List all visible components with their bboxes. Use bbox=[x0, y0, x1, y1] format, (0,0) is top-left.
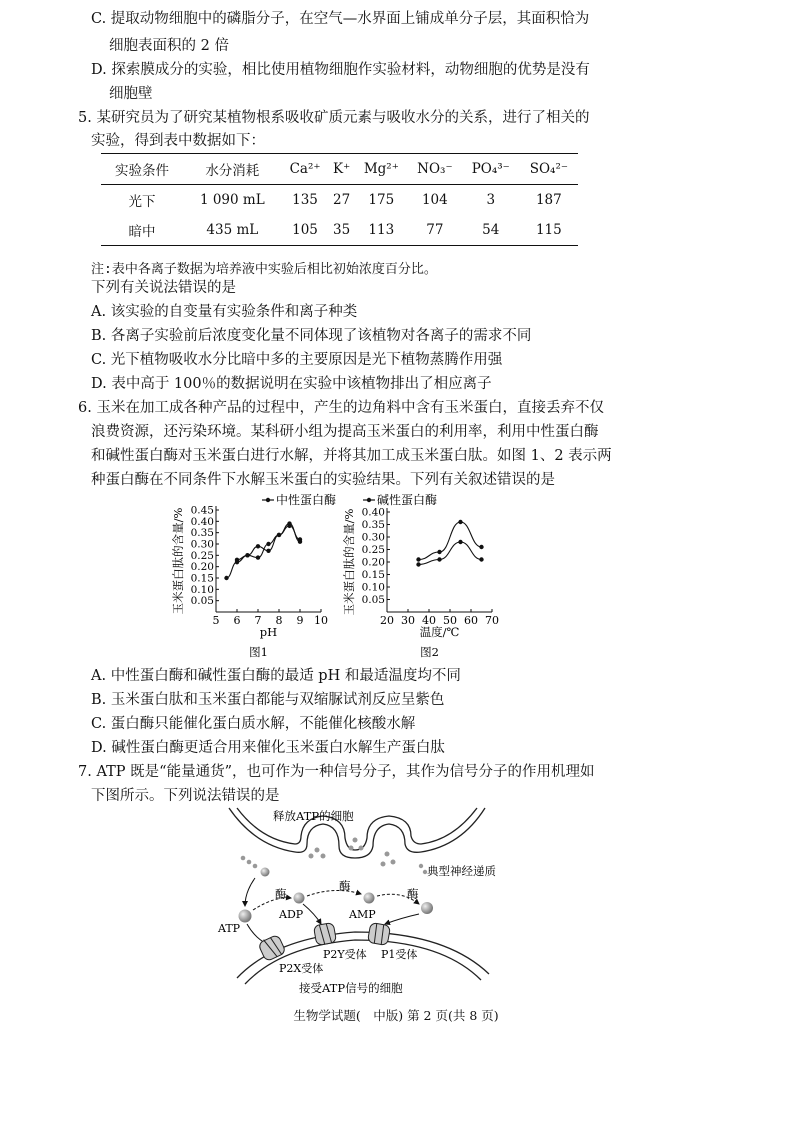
y-tick-label: 0.30 bbox=[361, 531, 385, 544]
table-cell: 27 bbox=[333, 192, 351, 208]
data-point bbox=[416, 562, 420, 566]
y-tick-label: 0.05 bbox=[190, 595, 214, 608]
chart-legend bbox=[262, 492, 437, 507]
table-note: 注:表中各离子数据为培养液中实验后相比初始浓度百分比。 bbox=[91, 262, 437, 277]
release-cell-membrane bbox=[229, 808, 485, 858]
question-6-line3: 和碱性蛋白酶对玉米蛋白进行水解，并将其加工成玉米蛋白肽。如图 1、2 表示两 bbox=[91, 448, 612, 464]
y-tick-label: 0.40 bbox=[190, 515, 214, 528]
x-tick-label: 60 bbox=[464, 614, 478, 627]
legend-alkaline: 碱性蛋白酶 bbox=[377, 493, 438, 507]
y-tick-label: 0.40 bbox=[361, 506, 385, 519]
question-7-line2: 下图所示。下列说法错误的是 bbox=[91, 788, 280, 804]
data-point bbox=[458, 520, 462, 524]
p1-label: P1受体 bbox=[381, 948, 418, 961]
data-point bbox=[437, 557, 441, 561]
data-point bbox=[416, 557, 420, 561]
table-cell: 暗中 bbox=[128, 224, 156, 240]
chart-ph bbox=[171, 505, 328, 660]
data-point bbox=[266, 549, 270, 553]
y-tick-label: 0.35 bbox=[190, 527, 214, 540]
option-5a: A. 该实验的自变量有实验条件和离子种类 bbox=[91, 304, 358, 320]
y-tick-label: 0.25 bbox=[190, 549, 214, 562]
table-row bbox=[101, 185, 578, 216]
table-cell: 105 bbox=[292, 222, 318, 238]
table-header: 水分消耗 bbox=[205, 163, 260, 179]
option-4c-line2: 细胞表面积的 2 倍 bbox=[109, 38, 229, 54]
receive-cell-label: 接受ATP信号的细胞 bbox=[299, 981, 403, 995]
data-point bbox=[245, 553, 249, 557]
table-cell: 113 bbox=[368, 222, 395, 238]
option-4c-line1: C. 提取动物细胞中的磷脂分子，在空气—水界面上铺成单分子层，其面积恰为 bbox=[91, 11, 590, 27]
x-axis-label: pH bbox=[259, 625, 278, 639]
table-header: NO₃⁻ bbox=[417, 161, 453, 177]
data-point bbox=[256, 544, 260, 548]
question-7-line1: 7. ATP 既是“能量通货”，也可作为一种信号分子，其作为信号分子的作用机理如 bbox=[78, 764, 595, 780]
data-point bbox=[479, 545, 483, 549]
table-cell: 435 mL bbox=[206, 222, 259, 238]
y-tick-label: 0.05 bbox=[361, 594, 385, 606]
y-tick-label: 0.35 bbox=[361, 519, 385, 531]
page-footer: 生物学试题( 中版) 第 2 页(共 8 页) bbox=[293, 1008, 499, 1023]
table-header: PO₄³⁻ bbox=[471, 161, 510, 177]
x-tick-label: 9 bbox=[296, 614, 304, 627]
question-6-line1: 6. 玉米在加工成各种产品的过程中，产生的边角料中含有玉米蛋白，直接丢弃不仅 bbox=[78, 400, 604, 416]
ion-table bbox=[101, 153, 578, 246]
y-tick-label: 0.45 bbox=[190, 504, 214, 517]
option-5c: C. 光下植物吸收水分比暗中多的主要原因是光下植物蒸腾作用强 bbox=[91, 352, 503, 368]
amp-molecule bbox=[364, 893, 375, 904]
data-point bbox=[437, 550, 441, 554]
y-tick-label: 0.10 bbox=[190, 583, 214, 596]
option-5d: D. 表中高于 100％的数据说明在实验中该植物排出了相应离子 bbox=[91, 376, 492, 392]
x-tick-label: 10 bbox=[314, 614, 328, 627]
option-5b: B. 各离子实验前后浓度变化量不同体现了该植物对各离子的需求不同 bbox=[91, 328, 532, 344]
table-cell: 175 bbox=[368, 192, 395, 208]
atp-label: ATP bbox=[218, 922, 241, 935]
option-6c: C. 蛋白酶只能催化蛋白质水解，不能催化核酸水解 bbox=[91, 716, 416, 732]
y-tick-label: 0.20 bbox=[361, 556, 385, 569]
table-cell: 77 bbox=[426, 222, 444, 238]
table-cell: 54 bbox=[482, 222, 500, 238]
table-header: 实验条件 bbox=[115, 163, 170, 179]
release-cell-label: 释放ATP的细胞 bbox=[273, 809, 354, 823]
x-tick-label: 70 bbox=[485, 614, 499, 627]
data-point bbox=[298, 540, 302, 544]
y-tick-label: 0.25 bbox=[361, 544, 385, 556]
question-6-line4: 种蛋白酶在不同条件下水解玉米蛋白的实验结果。下列有关叙述错误的是 bbox=[91, 472, 555, 488]
p2y-label: P2Y受体 bbox=[323, 948, 367, 961]
chart-title: 图1 bbox=[249, 645, 268, 659]
adp-label: ADP bbox=[279, 908, 304, 921]
enzyme-label-1: 酶 bbox=[275, 887, 287, 901]
data-point bbox=[277, 533, 281, 537]
vesicle-molecules bbox=[309, 838, 396, 867]
p2y-receptor bbox=[313, 922, 336, 945]
x-tick-label: 50 bbox=[443, 614, 457, 627]
table-cell: 光下 bbox=[128, 194, 156, 210]
question-5-line2: 实验，得到表中数据如下： bbox=[91, 133, 265, 149]
data-point bbox=[224, 576, 228, 580]
x-tick-label: 6 bbox=[233, 614, 241, 627]
adp-molecule bbox=[294, 893, 305, 904]
table-row bbox=[101, 215, 578, 246]
option-6d: D. 碱性蛋白酶更适合用来催化玉米蛋白水解生产蛋白肽 bbox=[91, 740, 445, 756]
question-6-line2: 浪费资源，还污染环境。某科研小组为提高玉米蛋白的利用率，利用中性蛋白酶 bbox=[91, 424, 599, 440]
table-header: Ca²⁺ bbox=[289, 161, 321, 177]
released-molecules bbox=[241, 856, 428, 877]
p1-receptor bbox=[367, 922, 390, 945]
x-axis-label: 温度/℃ bbox=[419, 625, 460, 639]
data-point bbox=[256, 555, 260, 559]
x-tick-label: 8 bbox=[275, 614, 283, 627]
enzyme-label-2: 酶 bbox=[339, 879, 351, 893]
y-tick-label: 0.30 bbox=[190, 538, 214, 551]
atp-signal-diagram bbox=[215, 806, 505, 1001]
table-cell: 115 bbox=[535, 222, 562, 238]
table-cell: 35 bbox=[333, 222, 351, 238]
question-5-stem: 下列有关说法错误的是 bbox=[91, 280, 236, 296]
data-point bbox=[458, 540, 462, 544]
neurotransmitter-label: 典型神经递质 bbox=[427, 864, 496, 878]
x-tick-label: 20 bbox=[380, 614, 394, 627]
x-tick-label: 30 bbox=[401, 614, 415, 627]
adenosine-molecule bbox=[421, 902, 433, 914]
atp-molecule bbox=[239, 910, 252, 923]
question-5-line1: 5. 某研究员为了研究某植物根系吸收矿质元素与吸收水分的关系，进行了相关的 bbox=[78, 110, 590, 126]
option-4d-line1: D. 探索膜成分的实验，相比使用植物细胞作实验材料，动物细胞的优势是没有 bbox=[91, 62, 590, 78]
table-cell: 1 090 mL bbox=[199, 192, 265, 208]
y-axis-label: 玉米蛋白肽的含量/% bbox=[171, 507, 185, 615]
legend-neutral: 中性蛋白酶 bbox=[276, 493, 337, 507]
x-tick-label: 7 bbox=[254, 614, 262, 627]
y-axis-label: 玉米蛋白肽的含量/% bbox=[342, 508, 356, 616]
table-header-row bbox=[101, 154, 578, 185]
option-4d-line2: 细胞壁 bbox=[109, 86, 153, 102]
x-tick-label: 40 bbox=[422, 614, 436, 627]
option-6b: B. 玉米蛋白肽和玉米蛋白都能与双缩脲试剂反应呈紫色 bbox=[91, 692, 445, 708]
chart-temperature bbox=[342, 507, 499, 660]
enzyme-charts bbox=[170, 490, 610, 665]
table-header: K⁺ bbox=[333, 161, 351, 177]
enzyme-label-3: 酶 bbox=[407, 887, 419, 901]
y-tick-label: 0.20 bbox=[190, 561, 214, 574]
series-line-neutral bbox=[419, 542, 482, 565]
table-cell: 187 bbox=[535, 192, 562, 208]
table-header: SO₄²⁻ bbox=[529, 161, 568, 177]
series-line-alkaline bbox=[419, 522, 482, 560]
chart-title: 图2 bbox=[420, 645, 439, 659]
table-cell: 3 bbox=[486, 192, 496, 208]
y-tick-label: 0.15 bbox=[361, 569, 385, 581]
data-point bbox=[479, 557, 483, 561]
data-point bbox=[266, 542, 270, 546]
p2x-label: P2X受体 bbox=[279, 962, 324, 975]
y-tick-label: 0.15 bbox=[190, 572, 214, 585]
table-header: Mg²⁺ bbox=[363, 161, 399, 177]
table-cell: 104 bbox=[421, 192, 448, 208]
x-tick-label: 5 bbox=[212, 614, 220, 627]
option-6a: A. 中性蛋白酶和碱性蛋白酶的最适 pH 和最适温度均不同 bbox=[91, 668, 461, 684]
y-tick-label: 0.10 bbox=[361, 581, 385, 594]
table-cell: 135 bbox=[292, 192, 318, 208]
data-point bbox=[287, 521, 291, 525]
amp-label: AMP bbox=[349, 908, 376, 921]
data-point bbox=[235, 558, 239, 562]
